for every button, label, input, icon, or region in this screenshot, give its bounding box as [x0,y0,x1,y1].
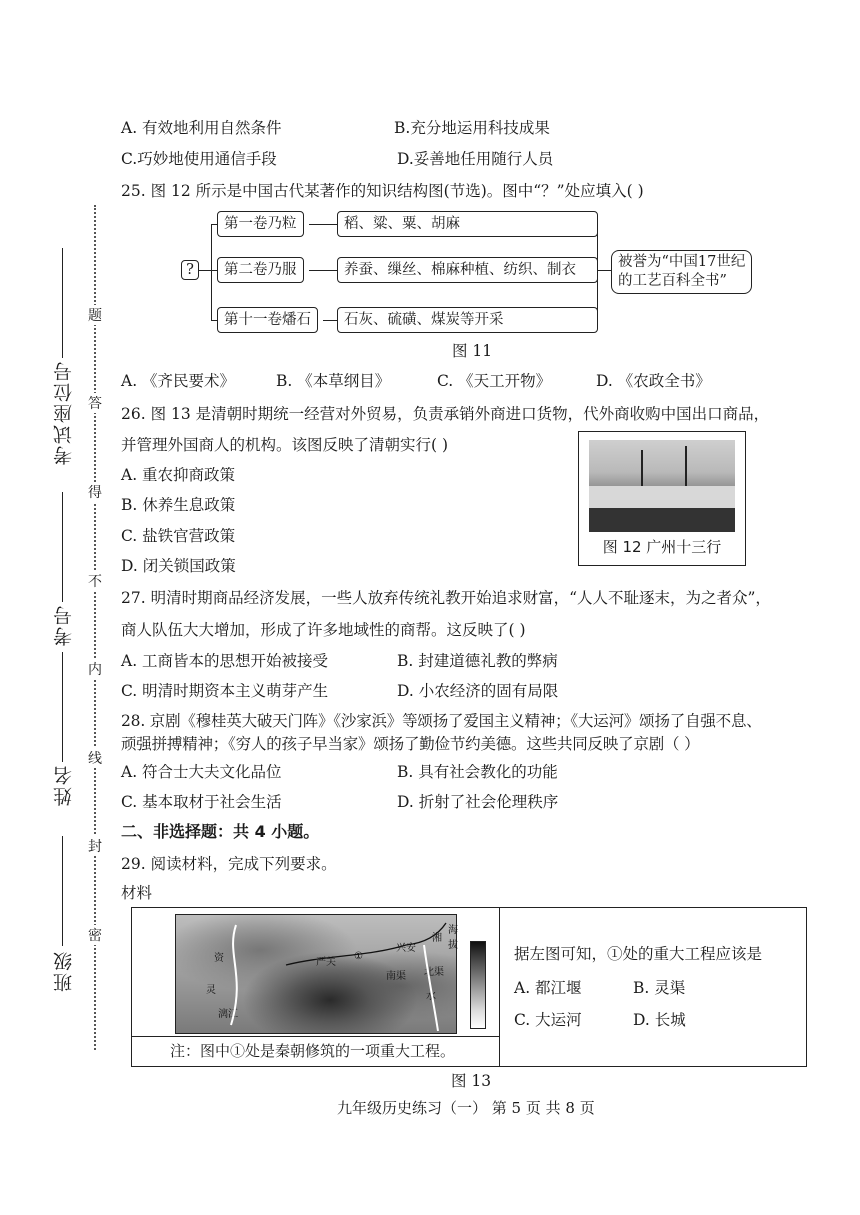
page-footer: 九年级历史练习（一） 第 5 页 共 8 页 [337,1099,595,1117]
q28-option-d: D. 折射了社会伦理秩序 [397,793,559,811]
q27-option-c: C. 明清时期资本主义萌芽产生 [121,682,329,700]
diagram-content-box: 稻、粱、粟、胡麻 [337,211,598,237]
map-label: 海拔 [448,925,458,951]
lingqu-map [175,914,457,1034]
q24-option-c: C.巧妙地使用通信手段 [121,150,277,168]
connector [597,270,611,271]
map-label: 北渠 [424,967,444,978]
q25-option-b: B. 《本草纲目》 [276,372,391,390]
diagram-root-box: ? [181,260,199,280]
q27-option-b: B. 封建道德礼教的弊病 [397,652,558,670]
seal-char: 不 [86,571,104,591]
connector [199,270,211,271]
q29-question: 据左图可知，①处的重大工程应该是 [514,945,763,963]
q29-option-d: D. 长城 [633,1011,686,1029]
diagram-volume-box: 第二卷乃服 [217,257,304,283]
q28-option-c: C. 基本取材于社会生活 [121,793,282,811]
seal-char: 密 [86,925,104,945]
q26-stem: 26. 图 13 是清朝时期统一经营对外贸易，负责承销外商进口货物，代外商收购中国出口商品， [121,405,770,423]
diagram-volume-box: 第十一卷燔石 [217,307,318,333]
seal-char: 内 [86,659,104,679]
note-line: 的工艺百科全书” [618,273,727,289]
map-note: 注：图中①处是秦朝修筑的一项重大工程。 [170,1042,456,1060]
map-label: ① [354,951,363,962]
q28-stem: 28. 京剧《穆桂英大破天门阵》《沙家浜》等颂扬了爱国主义精神；《大运河》颂扬了自强不息、 [121,712,762,730]
map-label: 灵 [206,985,216,996]
note-line: 被誉为“中国17世纪 [618,254,746,270]
exam-number-label: 考号 [53,604,75,646]
connector [309,270,337,271]
q25-stem: 25. 图 12 所示是中国古代某著作的知识结构图(节选)。图中“？”处应填入( ) [121,182,644,200]
seal-char: 题 [86,305,104,325]
flagpole [641,450,643,490]
material-label: 材料 [121,884,153,902]
connector [597,224,598,320]
map-label: 资 [214,953,224,964]
q24-option-d: D.妥善地任用随行人员 [397,150,554,168]
q24-option-b: B.充分地运用科技成果 [394,119,550,137]
map-label: 湘 [432,933,442,944]
q28-stem: 顽强拼搏精神；《穷人的孩子早当家》颂扬了勤俭节约美德。这些共同反映了京剧（ ） [121,735,700,753]
exam-number-underline [62,492,63,602]
diagram-content-box: 养蚕、缫丝、棉麻种植、纺织、制衣 [337,257,598,283]
figure-caption: 图 13 [451,1072,492,1090]
connector [309,224,337,225]
seal-dotted-line [94,205,96,1050]
seat-underline [62,248,63,358]
diagram-content-box: 石灰、硫磺、煤炭等开采 [337,307,598,333]
connector [323,320,337,321]
note-divider [132,1036,499,1037]
river-lines [176,915,456,1033]
seal-char: 封 [86,836,104,856]
q26-option-c: C. 盐铁官营政策 [121,527,236,545]
connector [211,224,212,320]
building-row [589,486,735,508]
q26-option-d: D. 闭关锁国政策 [121,557,236,575]
q26-option-b: B. 休养生息政策 [121,496,236,514]
photo-image [589,440,735,532]
q29-option-a: A. 都江堰 [514,979,582,997]
seal-char: 线 [86,748,104,768]
seal-char: 得 [86,482,104,502]
class-label: 班级 [53,950,75,992]
diagram-note-box [611,250,752,294]
class-underline [62,836,63,946]
q27-stem: 27. 明清时期商品经济发展，一些人放弃传统礼教开始追求财富，“人人不耻逐末，为之者众”， [121,589,771,607]
q28-option-a: A. 符合士大夫文化品位 [121,763,282,781]
q25-option-d: D. 《农政全书》 [596,372,711,390]
name-label: 姓名 [53,764,75,806]
q25-option-a: A. 《齐民要术》 [121,372,236,390]
q28-option-b: B. 具有社会教化的功能 [397,763,558,781]
diagram-volume-box: 第一卷乃粒 [217,211,304,237]
material-table [131,907,807,1067]
elevation-legend [470,941,486,1029]
map-label: 兴安 [396,943,416,954]
map-label: 漓江 [218,1009,238,1020]
photo-caption: 图 12 广州十三行 [602,538,722,556]
q27-option-a: A. 工商皆本的思想开始被接受 [121,652,329,670]
section-title: 二、非选择题：共 4 小题。 [121,822,320,841]
foreground [589,508,735,532]
q29-option-c: C. 大运河 [514,1011,582,1029]
table-divider [499,908,500,1066]
seat-number-label: 考试座位号 [53,360,75,465]
q29-stem: 29. 阅读材料，完成下列要求。 [121,855,337,873]
flagpole [685,446,687,490]
q27-stem: 商人队伍大大增加，形成了许多地域性的商帮。这反映了( ) [121,621,526,639]
q25-option-c: C. 《天工开物》 [437,372,552,390]
map-label: 水 [426,991,436,1002]
map-label: 南渠 [386,971,406,982]
q24-option-a: A. 有效地利用自然条件 [121,119,282,137]
figure-caption: 图 11 [452,342,493,360]
q26-stem: 并管理外国商人的机构。该图反映了清朝实行( ) [121,436,449,454]
name-underline [62,652,63,762]
q27-option-d: D. 小农经济的固有局限 [397,682,559,700]
q29-option-b: B. 灵渠 [633,979,686,997]
seal-char: 答 [86,393,104,413]
thirteen-hongs-photo [578,431,746,566]
map-label: 严关 [316,957,336,968]
q26-option-a: A. 重农抑商政策 [121,466,236,484]
